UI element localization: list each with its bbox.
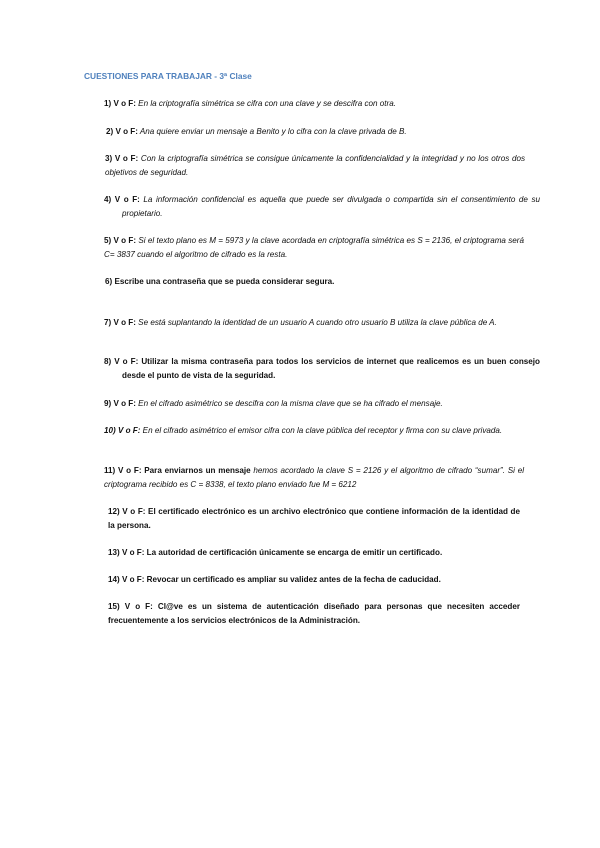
question-text: La autoridad de certificación únicamente se encarga de emitir un certificado.	[144, 548, 443, 557]
question-text: En el cifrado asimétrico el emisor cifra con la clave pública del receptor y firma con su clave privada.	[140, 426, 503, 435]
question-text: Utilizar la misma contraseña para todos los servicios de internet que realicemos es un buen consejo desde el punto de vista de la seguridad.	[122, 357, 540, 380]
question-text: Si el texto plano es M = 5973 y la clave acordada en criptografía simétrica es S = 2136, el criptograma será C= 3837 cuando el algoritmo de cifrado es la resta.	[104, 236, 524, 259]
question-text: En la criptografía simétrica se cifra con una clave y se descifra con otra.	[135, 99, 396, 108]
question-label: 12) V o F:	[108, 507, 146, 516]
question-14	[108, 573, 520, 587]
question-label: 2) V o F:	[106, 127, 138, 136]
question-12	[108, 505, 520, 532]
question-4	[104, 193, 540, 220]
question-text: Ana quiere enviar un mensaje a Benito y lo cifra con la clave privada de B.	[137, 127, 407, 136]
question-label: 7) V o F:	[104, 318, 136, 327]
question-text: Con la criptografía simétrica se consigue únicamente la confidencialidad y la integridad y no los otros dos objetivos de seguridad.	[105, 154, 525, 177]
question-label: 13) V o F:	[108, 548, 145, 557]
question-text: Se está suplantando la identidad de un usuario A cuando otro usuario B utiliza la clave pública de A.	[135, 318, 497, 327]
question-text: Revocar un certificado es ampliar su validez antes de la fecha de caducidad.	[144, 575, 441, 584]
question-label: 11) V o F: Para enviarnos un mensaje	[104, 466, 251, 475]
question-label: 15) V o F:	[108, 602, 153, 611]
question-10	[104, 424, 524, 438]
question-7	[104, 316, 540, 330]
question-11	[104, 464, 524, 491]
question-label: 5) V o F:	[104, 236, 137, 245]
question-label: 6) Escribe una contraseña que se pueda considerar segura.	[105, 277, 335, 286]
question-text: El certificado electrónico es un archivo electrónico que contiene información de la identidad de la persona.	[108, 507, 520, 530]
question-text: hemos acordado la clave S = 2126 y el algoritmo de cifrado “sumar”. Si el criptograma recibido es C = 8338, el texto plano enviado fue M = 6212	[104, 466, 524, 489]
question-label: 9) V o F:	[104, 399, 136, 408]
question-13	[108, 546, 520, 560]
question-15	[108, 600, 520, 627]
question-label: 1) V o F:	[104, 99, 136, 108]
question-label: 14) V o F:	[108, 575, 145, 584]
question-9	[104, 397, 524, 411]
question-8	[104, 355, 540, 382]
question-label: 10) V o F:	[104, 426, 141, 435]
question-label: 4) V o F:	[104, 195, 140, 204]
question-6	[105, 275, 525, 289]
question-text: Cl@ve es un sistema de autenticación diseñado para personas que necesiten acceder frecuentemente a los servicios electrónicos de la Administración.	[108, 602, 520, 625]
question-2	[106, 125, 526, 139]
question-text: La información confidencial es aquella que puede ser divulgada o compartida sin el consentimiento de su propietario.	[122, 195, 540, 218]
question-label: 3) V o F:	[105, 154, 139, 163]
question-1	[104, 97, 524, 111]
question-label: 8) V o F:	[104, 357, 139, 366]
question-text: En el cifrado asimétrico se descifra con la misma clave que se ha cifrado el mensaje.	[135, 399, 443, 408]
question-3	[105, 152, 525, 179]
question-5	[104, 234, 524, 261]
document-title: CUESTIONES PARA TRABAJAR - 3ª Clase	[84, 71, 252, 81]
